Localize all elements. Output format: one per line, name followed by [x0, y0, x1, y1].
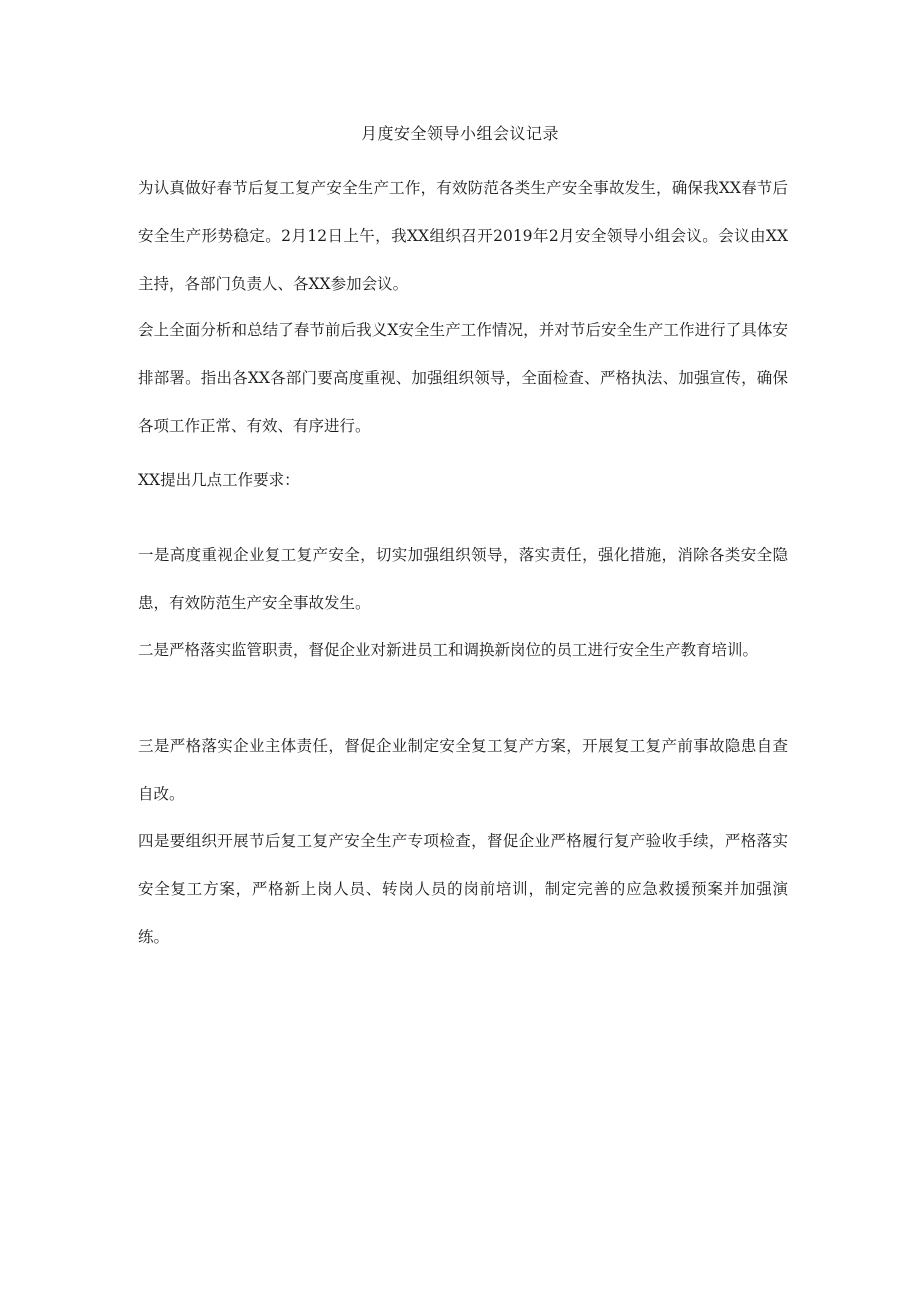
- paragraph-intro: 为认真做好春节后复工复产安全生产工作，有效防范各类生产安全事故发生，确保我XX春节后安全生产形势稳定。2月12日上午，我XX组织召开2019年2月安全领导小组会议。会议由XX主持，各部门负责人、各XX参加会议。: [138, 179, 788, 293]
- paragraph-requirement-3: 三是严格落实企业主体责任，督促企业制定安全复工复产方案，开展复工复产前事故隐患自查自改。: [138, 737, 788, 803]
- document-title: 月度安全领导小组会议记录: [360, 124, 559, 143]
- paragraph-requirement-2: 二是严格落实监管职责，督促企业对新进员工和调换新岗位的员工进行安全生产教育培训。: [138, 641, 759, 659]
- paragraph-requirements-heading: XX提出几点工作要求：: [138, 471, 300, 489]
- paragraph-summary: 会上全面分析和总结了春节前后我义X安全生产工作情况，并对节后安全生产工作进行了具体安排部署。指出各XX各部门要高度重视、加强组织领导，全面检查、严格执法、加强宣传，确保各项工作正常、有效、有序进行。: [138, 321, 788, 435]
- paragraph-requirement-4: 四是要组织开展节后复工复产安全生产专项检查，督促企业严格履行复产验收手续，严格落实安全复工方案，严格新上岗人员、转岗人员的岗前培训，制定完善的应急救援预案并加强演练。: [138, 832, 788, 946]
- paragraph-requirement-1: 一是高度重视企业复工复产安全，切实加强组织领导，落实责任，强化措施，消除各类安全隐患，有效防范生产安全事故发生。: [138, 546, 788, 612]
